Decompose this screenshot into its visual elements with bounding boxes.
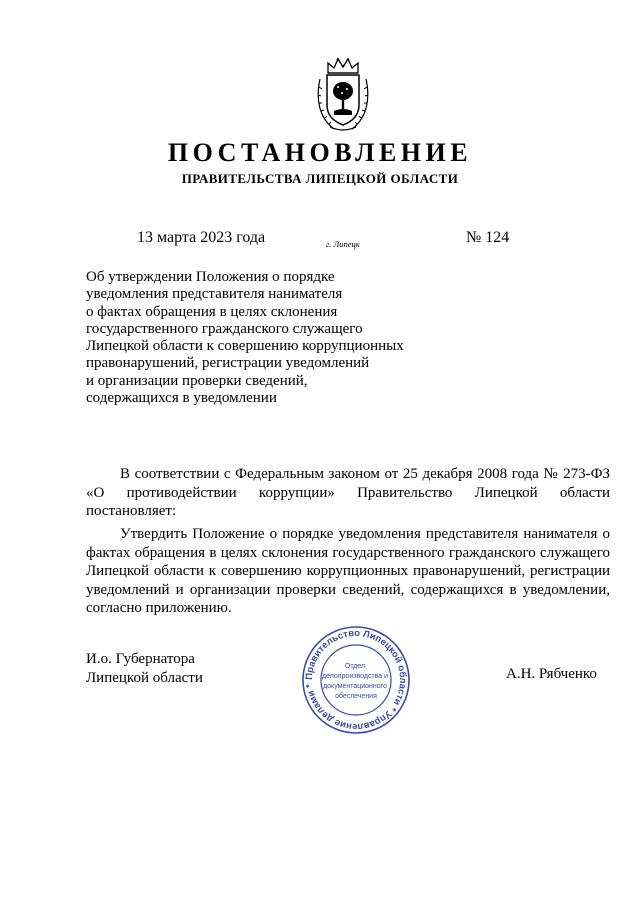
signatory-name: А.Н. Рябченко	[506, 666, 597, 682]
stamp-inner-line: обеспечения	[335, 693, 377, 700]
subject-line: государственного гражданского служащего	[86, 320, 363, 337]
body-paragraph-text: В соответствии с Федеральным законом от 25 декабря 2008 года № 273-ФЗ «О противодействии коррупции» Правительство Липецкой области постановляет:	[86, 466, 610, 519]
official-stamp	[300, 624, 412, 736]
document-subtitle: ПРАВИТЕЛЬСТВА ЛИПЕЦКОЙ ОБЛАСТИ	[181, 171, 459, 186]
signatory-position	[86, 650, 203, 687]
document-subject	[86, 269, 416, 407]
svg-text:Отдел делопроизводства и	[322, 663, 390, 700]
subject-line: уведомления представителя нанимателя	[86, 286, 343, 303]
body-paragraph	[86, 525, 610, 618]
document-title: ПОСТАНОВЛЕНИЕ	[167, 138, 473, 167]
subject-line: правонарушений, регистрации уведомлений	[86, 355, 370, 372]
body-paragraph	[86, 465, 610, 521]
subject-line: содержащихся в уведомлении	[86, 390, 277, 407]
subject-line: Об утверждении Положения о порядке	[86, 269, 335, 285]
body-paragraph-text: Утвердить Положение о порядке уведомления представителя нанимателя о фактах обращения в целях склонения государственного гражданского служащего Липецкой области к совершению коррупционных правонарушений, регистрации уведомлений и организации проверки сведений, содержащихся в уведомлении, согласно приложению.	[86, 526, 610, 616]
subject-line: о фактах обращения в целях склонения	[86, 303, 338, 320]
subject-line: и организации проверки сведений,	[86, 372, 308, 389]
stamp-inner-line: документационного	[323, 683, 387, 690]
stamp-outer-text: Правительство Липецкой области * Управление делами *	[303, 627, 409, 733]
document-date: 13 марта 2023 года	[137, 229, 266, 246]
stamp-inner-line: делопроизводства и	[321, 673, 389, 680]
signatory-position-line: И.о. Губернатора	[86, 651, 195, 667]
document-number: № 124	[466, 229, 510, 246]
coat-of-arms-icon	[314, 57, 372, 133]
subject-line: Липецкой области к совершению коррупционных	[86, 338, 404, 355]
signatory-position-line: Липецкой области	[86, 669, 203, 686]
stamp-inner-line: Отдел	[344, 663, 366, 670]
document-city: г. Липецк	[326, 239, 360, 249]
